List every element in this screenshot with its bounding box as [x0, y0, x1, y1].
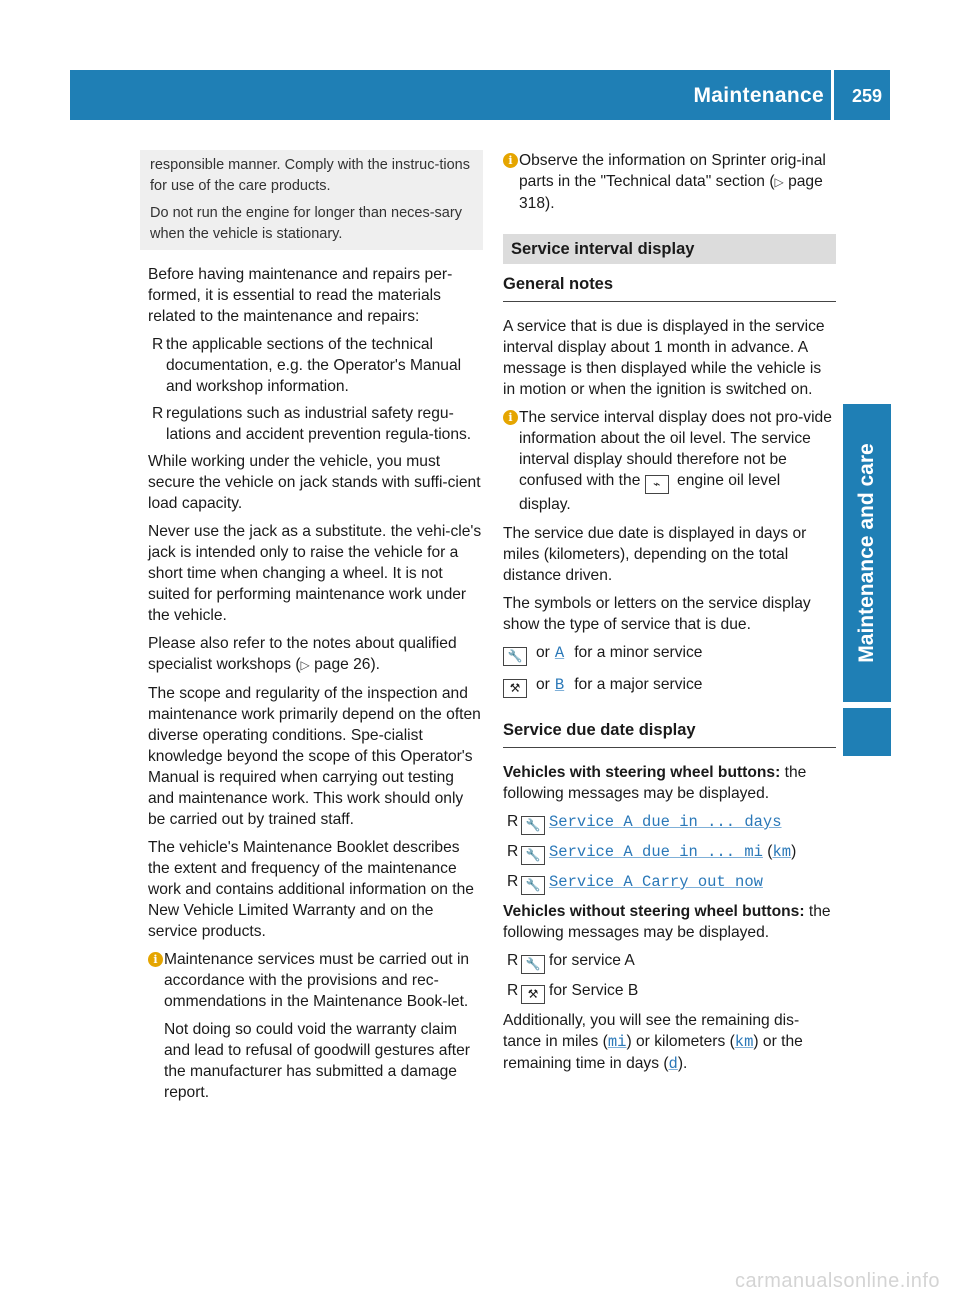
label: Vehicles without steering wheel buttons: — [503, 903, 805, 920]
list-item — [503, 950, 836, 974]
paragraph-no-steering-buttons — [503, 901, 836, 943]
bullet-icon: R — [507, 843, 519, 860]
page-ref-link[interactable]: page 318). — [519, 173, 823, 212]
paragraph-service-due: A service that is due is displayed in the service interval display about 1 month in advance. A message is then displayed while the vehicle is in motion or when the ignition is switched on. — [503, 318, 825, 398]
paragraph-remaining — [503, 1010, 836, 1075]
display-unit: km — [734, 1033, 754, 1051]
warning-text-1: responsible manner. Comply with the instruc-tions for use of the care products. — [150, 157, 470, 194]
info-note-text-1: Maintenance services must be carried out in accordance with the provisions and rec-ommendations in the Maintenance Book-let. — [164, 951, 470, 1010]
info-note — [148, 949, 483, 1103]
text: for service A — [549, 952, 635, 969]
list-item: R 🔧 Service A due in ... mi (km) — [503, 841, 836, 865]
header-bar — [70, 70, 890, 120]
text: ) or kilometers ( — [626, 1033, 735, 1050]
wrench-icon: 🔧 — [521, 816, 545, 835]
display-unit: km — [772, 843, 792, 861]
side-tab — [843, 404, 891, 702]
list-item — [148, 403, 483, 445]
text: Please also refer to the notes about qualified specialist workshops ( — [148, 635, 457, 673]
info-icon: i — [503, 410, 518, 425]
header-separator — [831, 70, 834, 120]
info-note-text — [519, 150, 836, 214]
wrench-icon: 🔧 — [521, 846, 545, 865]
paragraph-steering-buttons — [503, 762, 836, 804]
display-letter-b: B — [554, 676, 565, 694]
side-tab-label: Maintenance and care — [855, 443, 878, 663]
watermark: carmanualsonline.info — [734, 1270, 940, 1292]
text: or — [536, 676, 550, 693]
service-symbols-list — [503, 950, 836, 1004]
text: for a minor service — [574, 644, 703, 661]
display-letter-a: A — [554, 644, 565, 662]
paragraph-due-date: The service due date is displayed in days or miles (kilometers), depending on the total distance driven. — [503, 525, 807, 584]
list-item-text: the applicable sections of the technical documentation, e.g. the Operator's Manual and workshop information. — [166, 336, 462, 395]
materials-list — [148, 334, 483, 445]
paragraph-intro: Before having maintenance and repairs per-formed, it is essential to read the materials related to the maintenance and repairs: — [148, 266, 453, 325]
paragraph-booklet: The vehicle's Maintenance Booklet describes the extent and frequency of the maintenance work and contains additional information on the New Vehicle Limited Warranty and on the service products. — [148, 839, 474, 940]
header-title: Maintenance — [693, 84, 824, 107]
display-unit: mi — [607, 1033, 627, 1051]
page-ref-icon[interactable]: ▷ — [300, 658, 310, 672]
double-wrench-icon: ⚒ — [521, 985, 545, 1004]
paragraph-symbols: The symbols or letters on the service display show the type of service that is due. — [503, 595, 811, 633]
list-item — [148, 334, 483, 397]
list-item-text: regulations such as industrial safety regu-lations and accident prevention regula-tions. — [166, 405, 472, 443]
text: for Service B — [549, 982, 639, 999]
warning-box — [140, 150, 483, 250]
display-message: Service A Carry out now — [549, 873, 763, 891]
page-ref-icon[interactable]: ▷ — [774, 175, 784, 189]
warning-text-2: Do not run the engine for longer than neces-sary when the vehicle is stationary. — [150, 205, 462, 242]
oil-level-icon: ⌁ — [645, 475, 669, 494]
page-ref-link[interactable]: page 26). — [309, 656, 380, 673]
display-message: Service A due in ... days — [549, 813, 782, 831]
text: Additionally, you will see the remaining dis-tance in miles ( — [503, 1012, 800, 1050]
major-service-line — [503, 674, 836, 698]
bullet-icon: R — [507, 952, 519, 969]
text: ). — [677, 1055, 688, 1072]
list-item — [503, 980, 836, 1004]
text: the following messages may be displayed. — [503, 764, 807, 802]
left-column — [148, 150, 483, 1111]
text: engine oil level display. — [519, 472, 781, 513]
info-note-text-2: Not doing so could void the warranty claim and lead to refusal of goodwill gestures after the manufacturer has submitted a damage report. — [164, 1021, 470, 1101]
subheading-service-due-date: Service due date display — [503, 720, 836, 748]
paragraph-scope: The scope and regularity of the inspection and maintenance work primarily depend on the often diverse operating conditions. Spe-cialist knowledge beyond the scope of this Operator's Manual is required when carrying out testing and maintenance work. This work should only be carried out by trained staff. — [148, 685, 481, 828]
info-note — [503, 407, 836, 515]
list-item — [503, 871, 836, 895]
text: Observe the information on Sprinter orig-inal parts in the "Technical data" section ( — [519, 152, 826, 190]
text: or — [536, 644, 550, 661]
minor-service-line — [503, 642, 836, 666]
display-message: Service A due in ... mi — [549, 843, 763, 861]
side-tab-marker — [843, 708, 891, 756]
text: for a major service — [574, 676, 703, 693]
messages-list — [503, 811, 836, 895]
paragraph-jack-stands: While working under the vehicle, you must secure the vehicle on jack stands with suffi-cient load capacity. — [148, 453, 481, 512]
paragraph-jack: Never use the jack as a substitute. the vehi-cle's jack is intended only to raise the vehicle for a short time when changing a wheel. It is not suited for performing maintenance work under the vehicle. — [148, 523, 482, 624]
list-item — [503, 811, 836, 835]
text: ) or the remaining time in days ( — [503, 1033, 803, 1072]
bullet-icon: R — [152, 405, 164, 422]
bullet-icon: R — [507, 982, 519, 999]
right-column — [503, 150, 836, 1082]
bullet-icon: R — [507, 873, 519, 890]
display-unit: d — [668, 1055, 678, 1073]
page-number: 259 — [851, 86, 882, 106]
section-title: Service interval display — [503, 234, 836, 264]
bullet-icon: R — [152, 336, 164, 353]
paragraph-workshops — [148, 633, 483, 676]
wrench-icon: 🔧 — [503, 647, 527, 666]
wrench-icon: 🔧 — [521, 876, 545, 895]
text: The service interval display does not pro-vide information about the oil level. The service interval display should therefore not be confused with the — [519, 409, 832, 489]
double-wrench-icon: ⚒ — [503, 679, 527, 698]
info-note-text — [519, 407, 836, 515]
info-icon: i — [503, 153, 518, 168]
info-note — [503, 150, 836, 214]
subheading-general-notes: General notes — [503, 274, 836, 302]
text: the following messages may be displayed. — [503, 903, 831, 941]
wrench-icon: 🔧 — [521, 955, 545, 974]
info-icon: i — [148, 952, 163, 967]
label: Vehicles with steering wheel buttons: — [503, 764, 781, 781]
bullet-icon: R — [507, 813, 519, 830]
